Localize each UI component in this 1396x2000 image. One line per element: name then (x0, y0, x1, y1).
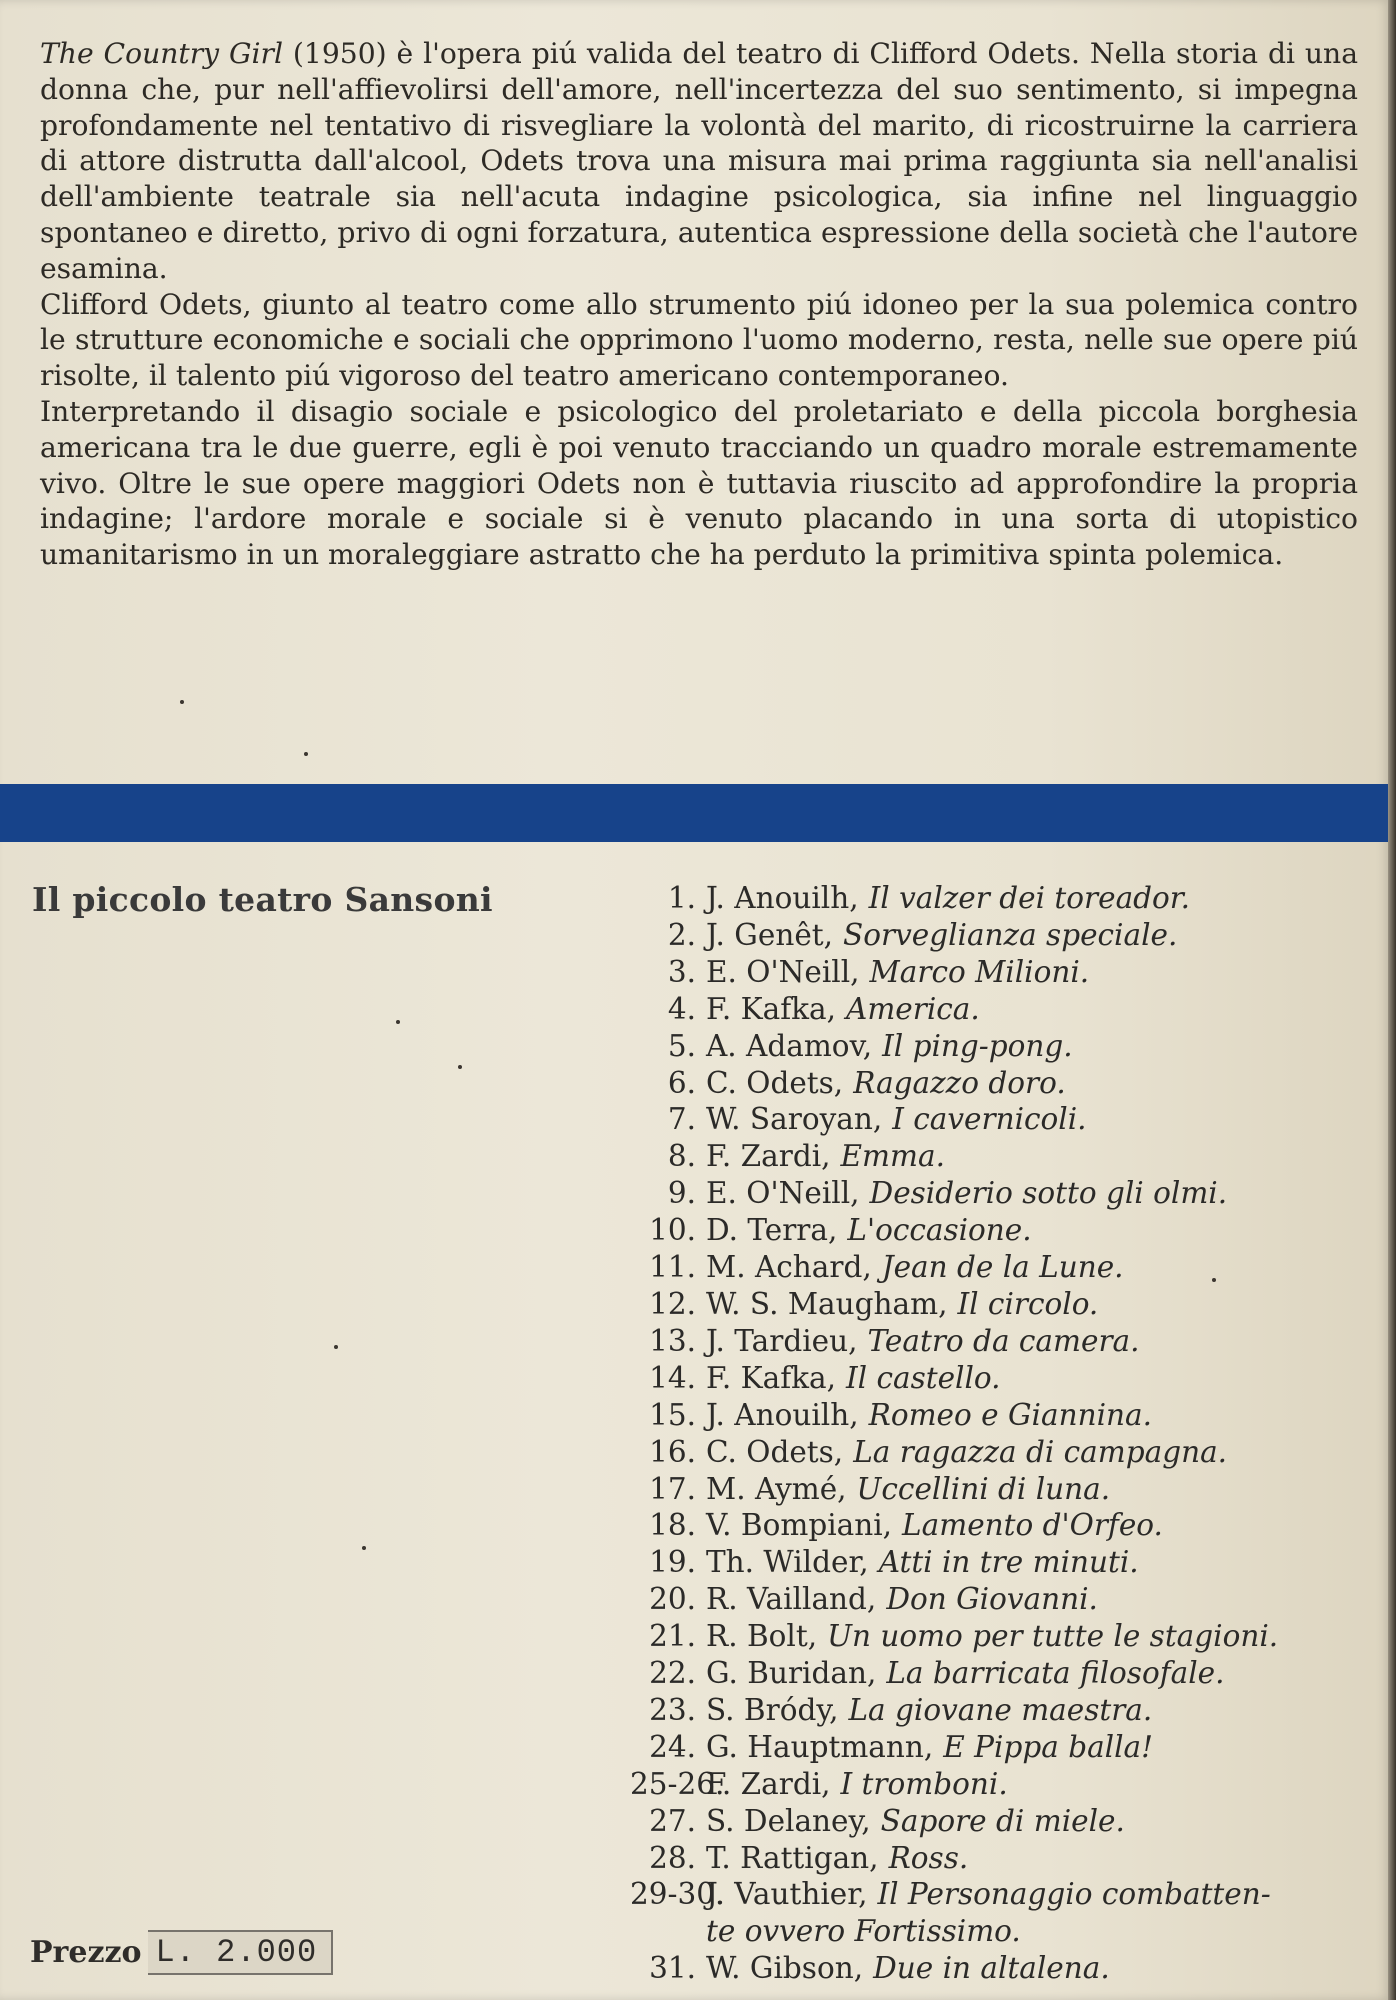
catalog-entry-author: Th. Wilder, (706, 1545, 869, 1580)
speck-dot (362, 1546, 366, 1550)
catalog-entry-author: D. Terra, (706, 1213, 838, 1248)
catalog-entry (630, 954, 1370, 991)
catalog-entry-title: Due in altalena. (873, 1951, 1110, 1986)
blurb-paragraph-3: Interpretando il disagio sociale e psicologico del proletariato e della piccola borghesia americana tra le due guerre, egli è poi venuto tracciando un quadro morale estremamente vivo. Oltre le sue opere maggiori Odets non è tuttavia riuscito ad approfondire la propria indagine; l'ardore morale e sociale si è venuto placando in una sorta di utopistico umanitarismo in un moraleggiare astratto che ha perduto la primitiva spinta polemica. (40, 394, 1358, 572)
catalog-entry (630, 1065, 1370, 1102)
catalog-entry-author: R. Bolt, (706, 1619, 818, 1654)
catalog-entry-number: 6. (667, 1065, 696, 1100)
catalog-entry-number: 16. (649, 1434, 696, 1469)
catalog-entry-number: 28. (649, 1840, 696, 1875)
catalog-entry-number: 4. (667, 991, 696, 1026)
catalog-entry (630, 1618, 1370, 1655)
catalog-entry-author: F. Zardi, (706, 1766, 831, 1801)
catalog-entry-author: R. Vailland, (706, 1582, 877, 1617)
speck-dot (1212, 1278, 1216, 1282)
catalog-entry-author: W. Gibson, (706, 1951, 864, 1986)
catalog-entry-author: J. Vauthier, (706, 1877, 868, 1912)
catalog-entry (630, 1840, 1370, 1877)
catalog-entry-title: La barricata filosofale. (886, 1656, 1225, 1691)
catalog-entry-author: M. Achard, (706, 1250, 872, 1285)
catalog-entry-author: G. Hauptmann, (706, 1729, 934, 1764)
book-edge (1388, 0, 1396, 2000)
catalog-entry-author: A. Adamov, (706, 1028, 873, 1063)
catalog-entry (630, 1175, 1370, 1212)
catalog-entry-title: Romeo e Giannina. (868, 1397, 1152, 1432)
catalog-entry (630, 1729, 1370, 1766)
catalog-entry-author: J. Tardieu, (706, 1323, 858, 1358)
catalog-entry-author: S. Delaney, (706, 1803, 871, 1838)
catalog-entry-title: Il circolo. (957, 1286, 1099, 1321)
catalog-entry-title: te ovvero Fortissimo. (706, 1914, 1021, 1949)
catalog-entry-title: Il Personaggio combatten- (877, 1877, 1271, 1912)
catalog-entry (630, 917, 1370, 954)
catalog-entry-number: 15. (649, 1397, 696, 1432)
catalog-entry-author: W. S. Maugham, (706, 1286, 948, 1321)
catalog-entry (630, 1138, 1370, 1175)
catalog-entry-author: S. Bródy, (706, 1692, 839, 1727)
catalog-entry (630, 1212, 1370, 1249)
catalog-entry-title: Marco Milioni. (869, 954, 1090, 989)
catalog-entry-number: 12. (649, 1286, 696, 1321)
catalog-entry-number: 31. (649, 1951, 696, 1986)
catalog-entry-author: W. Saroyan, (706, 1102, 883, 1137)
catalog-entry-title: Un uomo per tutte le stagioni. (827, 1619, 1279, 1654)
catalog-entry-number: 2. (667, 917, 696, 952)
catalog-entry-author: J. Anouilh, (706, 881, 859, 915)
blue-stripe (0, 784, 1392, 842)
blurb-paragraph-1: The Country Girl (1950) è l'opera piú valida del teatro di Clifford Odets. Nella storia di una donna che, pur nell'affievolirsi dell'amore, nell'incertezza del suo sentimento, si impegna profondamente nel tentativo di risvegliare la volontà del marito, di ricostruirne la carriera di attore distrutta dall'alcool, Odets trova una misura mai prima raggiunta sia nell'analisi dell'ambiente teatrale sia nell'acuta indagine psicologica, sia infine nel linguaggio spontaneo e diretto, privo di ogni forzatura, autentica espressione della società che l'autore esamina. (40, 37, 1359, 285)
speck-dot (180, 700, 184, 704)
speck-dot (334, 1345, 338, 1349)
catalog-entry-title: Ross. (888, 1840, 969, 1875)
catalog-entry-title: Lamento d'Orfeo. (902, 1508, 1163, 1543)
catalog-entry (630, 880, 1370, 917)
catalog-entry-number: 23. (649, 1692, 696, 1727)
catalog-entry-title: Il valzer dei toreador. (868, 881, 1191, 915)
catalog-entry (630, 1803, 1370, 1840)
catalog-entry-number: 29-30. (630, 1877, 725, 1912)
catalog-entry-number: 22. (649, 1656, 696, 1691)
series-catalog-list (630, 880, 1370, 1987)
catalog-entry-author: E. O'Neill, (706, 1176, 860, 1211)
catalog-entry-author: F. Kafka, (706, 991, 837, 1026)
play-title: The Country Girl (40, 37, 284, 70)
catalog-entry-title: I cavernicoli. (892, 1102, 1087, 1137)
catalog-entry (630, 1950, 1370, 1987)
catalog-entry-author: F. Zardi, (706, 1139, 831, 1174)
catalog-entry (630, 1876, 1370, 1913)
catalog-entry-title: Teatro da camera. (867, 1323, 1140, 1358)
catalog-entry (630, 1286, 1370, 1323)
catalog-entry-number: 5. (667, 1028, 696, 1063)
catalog-entry-number: 9. (667, 1176, 696, 1211)
catalog-entry-title: Il ping-pong. (882, 1028, 1073, 1063)
speck-dot (458, 1065, 462, 1069)
catalog-entry-author: G. Buridan, (706, 1656, 877, 1691)
catalog-entry-title: Don Giovanni. (886, 1582, 1098, 1617)
catalog-entry-title: America. (846, 991, 980, 1026)
price-sticker: L. 2.000 (148, 1930, 334, 1975)
catalog-entry-title: I tromboni. (840, 1766, 1008, 1801)
catalog-entry-number: 19. (649, 1545, 696, 1580)
catalog-entry-number: 17. (649, 1471, 696, 1506)
catalog-entry (630, 1434, 1370, 1471)
catalog-entry-number: 24. (649, 1729, 696, 1764)
catalog-entry-title: Desiderio sotto gli olmi. (869, 1176, 1228, 1211)
catalog-entry (630, 1397, 1370, 1434)
catalog-entry-title: Atti in tre minuti. (878, 1545, 1139, 1580)
price-tag (30, 1930, 333, 1975)
catalog-entry (630, 1028, 1370, 1065)
catalog-entry-title: Uccellini di luna. (856, 1471, 1111, 1506)
catalog-entry-author: T. Rattigan, (706, 1840, 879, 1875)
speck-dot (396, 1020, 400, 1024)
catalog-entry-title: Sapore di miele. (880, 1803, 1125, 1838)
catalog-entry-author: J. Genêt, (706, 917, 834, 952)
catalog-entry-title: L'occasione. (847, 1213, 1032, 1248)
series-title: Il piccolo teatro Sansoni (32, 880, 493, 919)
catalog-entry-author: M. Aymé, (706, 1471, 847, 1506)
speck-dot (304, 752, 308, 756)
catalog-entry-author: C. Odets, (706, 1434, 844, 1469)
catalog-entry (630, 1766, 1370, 1803)
blurb-text (40, 36, 1358, 573)
catalog-entry-number: 8. (667, 1139, 696, 1174)
catalog-entry-number: 13. (649, 1323, 696, 1358)
catalog-entry (630, 1544, 1370, 1581)
catalog-entry-title: E Pippa balla! (943, 1729, 1153, 1764)
catalog-entry-number: 7. (667, 1102, 696, 1137)
catalog-entry-number: 25-26. (630, 1766, 725, 1801)
catalog-entry (630, 1581, 1370, 1618)
catalog-entry-author: F. Kafka, (706, 1360, 837, 1395)
catalog-entry-number: 18. (649, 1508, 696, 1543)
catalog-entry (630, 1692, 1370, 1729)
catalog-entry (630, 1360, 1370, 1397)
catalog-entry-number: 11. (649, 1250, 696, 1285)
catalog-entry (630, 991, 1370, 1028)
catalog-entry (630, 1913, 1370, 1950)
catalog-entry-title: Il castello. (846, 1360, 1001, 1395)
catalog-entry-number: 3. (667, 954, 696, 989)
catalog-entry-title: Ragazzo doro. (853, 1065, 1066, 1100)
catalog-entry-number: 14. (649, 1360, 696, 1395)
catalog-entry-number: 1. (667, 881, 696, 915)
catalog-entry-author: C. Odets, (706, 1065, 844, 1100)
catalog-entry (630, 1101, 1370, 1138)
catalog-entry (630, 1507, 1370, 1544)
catalog-entry (630, 1323, 1370, 1360)
price-label: Prezzo (30, 1935, 142, 1970)
catalog-entry-number: 27. (649, 1803, 696, 1838)
catalog-entry-title: Jean de la Lune. (881, 1250, 1124, 1285)
catalog-entry-author: V. Bompiani, (706, 1508, 893, 1543)
catalog-entry-author: E. O'Neill, (706, 954, 860, 989)
catalog-entry (630, 1655, 1370, 1692)
catalog-entry-title: La ragazza di campagna. (853, 1434, 1228, 1469)
catalog-entry-number: 21. (649, 1619, 696, 1654)
catalog-entry-title: La giovane maestra. (848, 1692, 1153, 1727)
catalog-entry (630, 1471, 1370, 1508)
blurb-paragraph-2: Clifford Odets, giunto al teatro come allo strumento piú idoneo per la sua polemica contro le strutture economiche e sociali che opprimono l'uomo moderno, resta, nelle sue opere piú risolte, il talento piú vigoroso del teatro americano contemporaneo. (40, 287, 1358, 393)
catalog-entry-title: Emma. (840, 1139, 945, 1174)
catalog-entry-number: 10. (649, 1213, 696, 1248)
catalog-entry (630, 1249, 1370, 1286)
catalog-entry-title: Sorveglianza speciale. (843, 917, 1178, 952)
catalog-entry-author: J. Anouilh, (706, 1397, 859, 1432)
catalog-entry-number: 20. (649, 1582, 696, 1617)
